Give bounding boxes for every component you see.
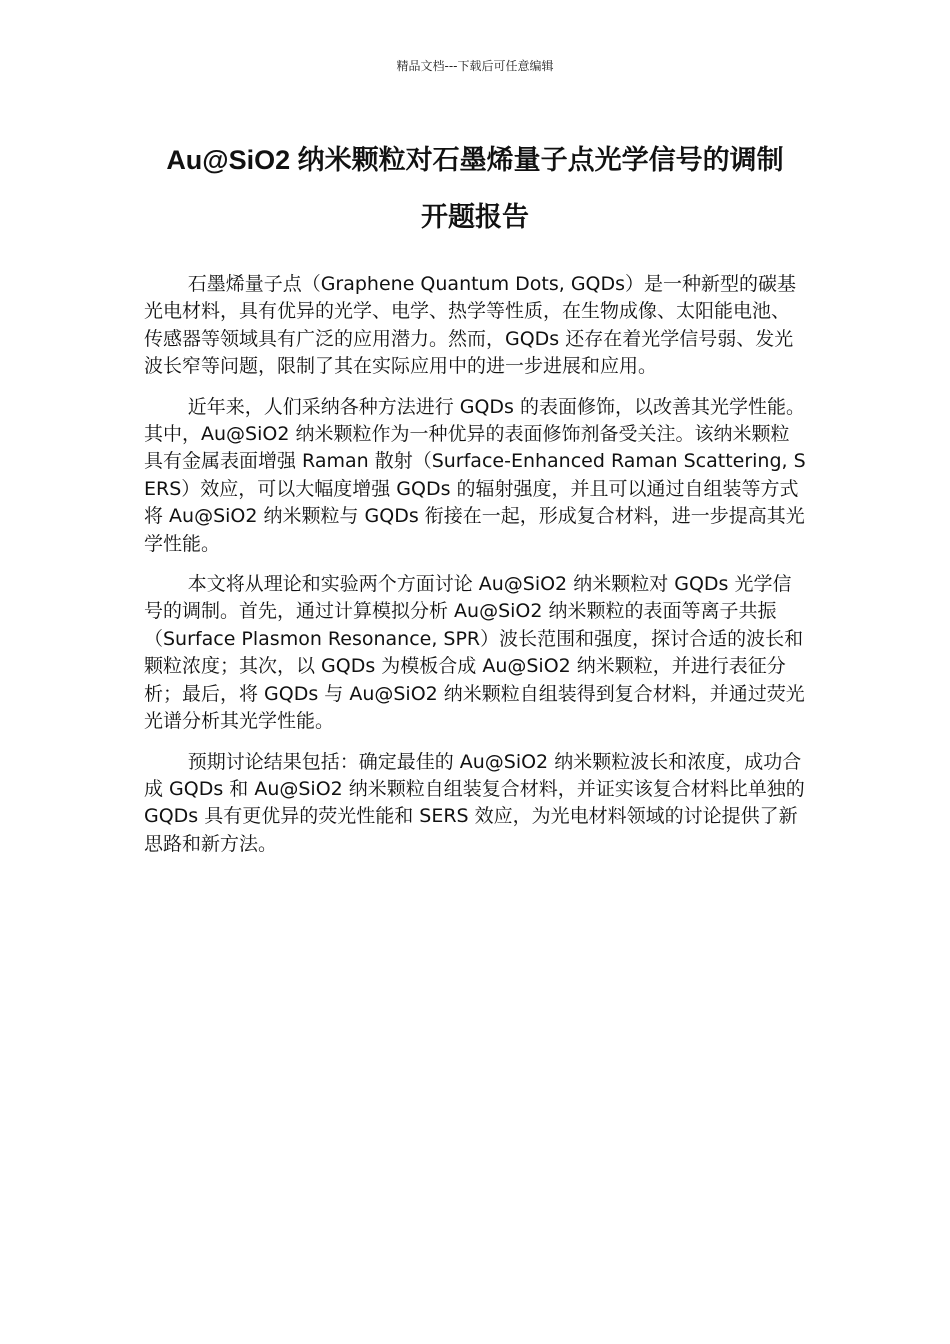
title-line-1: Au@SiO2 纳米颗粒对石墨烯量子点光学信号的调制	[166, 145, 784, 175]
document-title	[140, 132, 810, 246]
paragraph-1: 石墨烯量子点（Graphene Quantum Dots, GQDs）是一种新型的碳基光电材料，具有优异的光学、电学、热学等性质，在生物成像、太阳能电池、传感器等领域具有广泛的应用潜力。然而，GQDs 还存在着光学信号弱、发光波长窄等问题，限制了其在实际应用中的进一步进展和应用。	[144, 273, 797, 378]
paragraph-4: 预期讨论结果包括：确定最佳的 Au@SiO2 纳米颗粒波长和浓度，成功合成 GQDs 和 Au@SiO2 纳米颗粒自组装复合材料，并证实该复合材料比单独的 GQDs 具有更优异的荧光性能和 SERS 效应，为光电材料领域的讨论提供了新思路和新方法。	[144, 750, 805, 855]
paragraph-3: 本文将从理论和实验两个方面讨论 Au@SiO2 纳米颗粒对 GQDs 光学信号的调制。首先，通过计算模拟分析 Au@SiO2 纳米颗粒的表面等离子共振（Surface Plasmon Resonance, SPR）波长范围和强度，探讨合适的波长和颗粒浓度；其次，以 GQDs 为模板合成 Au@SiO2 纳米颗粒，并进行表征分析；最后，将 GQDs 与 Au@SiO2 纳米颗粒自组装得到复合材料，并通过荧光光谱分析其光学性能。	[144, 573, 805, 733]
title-line-2: 开题报告	[421, 202, 529, 232]
paragraph-2: 近年来，人们采纳各种方法进行 GQDs 的表面修饰，以改善其光学性能。其中，Au@SiO2 纳米颗粒作为一种优异的表面修饰剂备受关注。该纳米颗粒具有金属表面增强 Raman 散射（Surface-Enhanced Raman Scattering, SERS）效应，可以大幅度增强 GQDs 的辐射强度，并且可以通过自组装等方式将 Au@SiO2 纳米颗粒与 GQDs 衔接在一起，形成复合材料，进一步提高其光学性能。	[144, 395, 806, 555]
header-note: 精品文档---下载后可任意编辑	[396, 59, 554, 73]
document-body	[144, 271, 806, 871]
